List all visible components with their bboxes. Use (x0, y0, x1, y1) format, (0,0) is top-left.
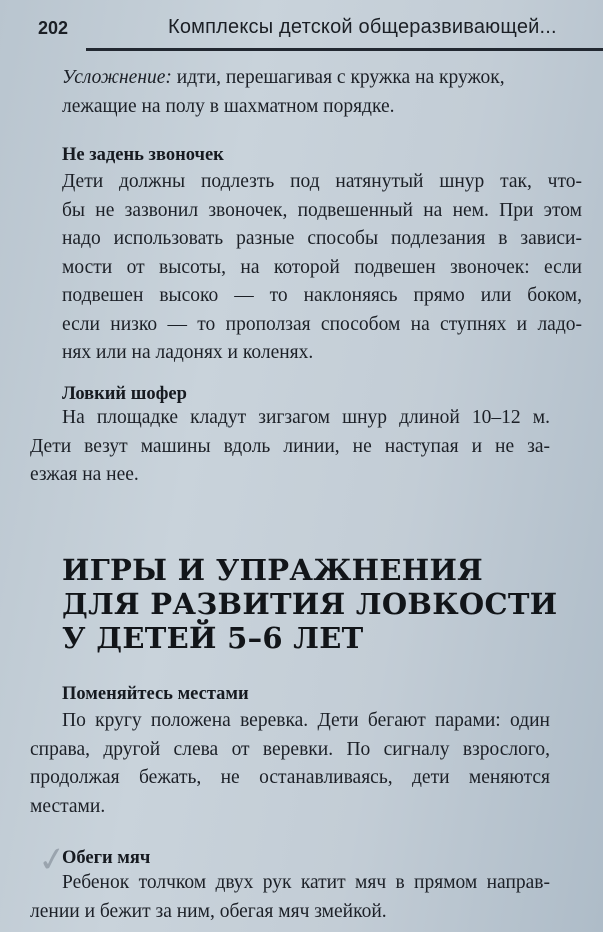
game1-line-4: мости от высоты, на которой подвешен звоночек: если (62, 256, 582, 278)
intro-paragraph (62, 64, 582, 121)
game4-paragraph (30, 869, 550, 926)
game-title-lovkiy-shofer: Ловкий шофер (62, 384, 187, 404)
game3-paragraph (30, 707, 550, 821)
game4-line-1: Ребенок толчком двух рук катит мяч в прямом направ- (62, 872, 550, 893)
section-title-line-1: ИГРЫ И УПРАЖНЕНИЯ (62, 553, 484, 587)
game3-line-4: местами. (30, 795, 106, 817)
section-title-line-2: ДЛЯ РАЗВИТИЯ ЛОВКОСТИ (62, 587, 558, 621)
game3-line-1: По кругу положена веревка. Дети бегают парами: один (62, 710, 550, 731)
game1-line-6: если низко — то проползая способом на ступнях и ладо- (62, 313, 582, 335)
game-title-ne-zaden-zvonochek: Не задень звоночек (62, 145, 224, 165)
game2-line-1: На площадке кладут зигзагом шнур длиной 10–12 м. (62, 407, 550, 428)
section-title-line-3: У ДЕТЕЙ 5–6 ЛЕТ (62, 621, 364, 655)
game4-line-2: лении и бежит за ним, обегая мяч змейкой. (30, 900, 387, 922)
running-title: Комплексы детской общеразвивающей... (168, 16, 557, 38)
game1-line-1: Дети должны подлезть под натянутый шнур так, что- (62, 171, 582, 192)
pencil-check-mark: ✓ (35, 838, 70, 882)
header-rule (86, 48, 603, 51)
complication-label: Усложнение: (62, 67, 172, 88)
intro-line-1 (62, 64, 582, 93)
game1-line-7: нях или на ладонях и коленях. (62, 342, 314, 363)
running-header (38, 14, 598, 48)
section-title (62, 553, 557, 655)
intro-line-2: лежащие на полу в шахматном порядке. (62, 95, 395, 117)
game2-paragraph (30, 404, 550, 490)
game-title-pomenyaytes-mestami: Поменяйтесь местами (62, 684, 249, 704)
game1-line-5: подвешен высоко — то наклоняясь прямо или боком, (62, 285, 582, 306)
page-number: 202 (38, 18, 69, 38)
game3-line-3: продолжая бежать, не останавливаясь, дети меняются (30, 767, 550, 788)
game-title-obegi-myach: Обеги мяч (62, 848, 151, 868)
game1-line-2: бы не зазвонил звоночек, подвешенный на нем. При этом (62, 199, 582, 221)
game1-paragraph (62, 168, 582, 368)
intro-line-1-text: идти, перешагивая с кружка на кружок, (171, 67, 505, 88)
game3-line-2: справа, другой слева от веревки. По сигналу взрослого, (30, 738, 550, 760)
game2-line-3: езжая на нее. (30, 464, 139, 485)
game1-line-3: надо использовать разные способы подлезания в зависи- (62, 228, 582, 249)
game2-line-2: Дети везут машины вдоль линии, не наступая и не за- (30, 435, 550, 457)
